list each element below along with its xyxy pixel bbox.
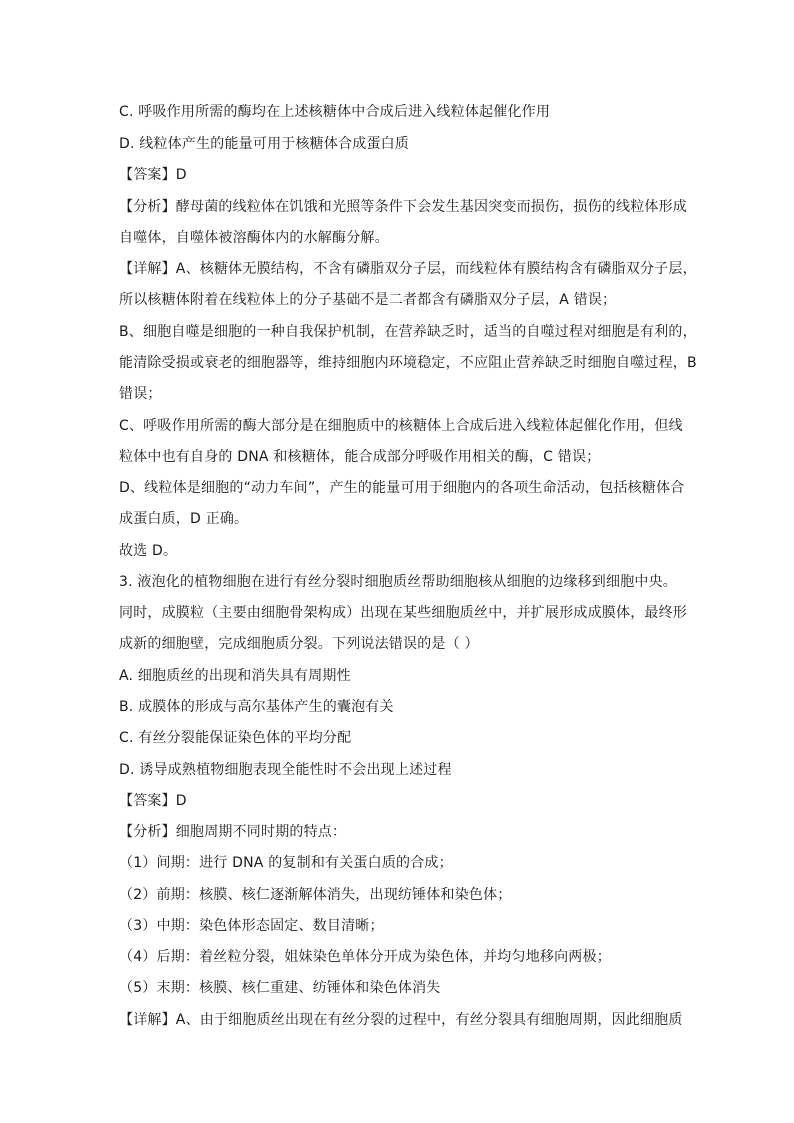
answer-line: 【答案】D xyxy=(119,793,187,809)
stage-line: （2）前期：核膜、核仁逐渐解体消失，出现纺锤体和染色体； xyxy=(119,887,512,903)
explanation-line: 能清除受损或衰老的细胞器等，维持细胞内环境稳定，不应阻止营养缺乏时细胞自噬过程，B xyxy=(119,355,697,371)
explanation-line: 【详解】A、由于细胞质丝出现在有丝分裂的过程中，有丝分裂具有细胞周期，因此细胞质 xyxy=(119,1012,683,1028)
explanation-line: 所以核糖体附着在线粒体上的分子基础不是二者都含有磷脂双分子层，A 错误； xyxy=(119,292,617,308)
stage-line: （3）中期：染色体形态固定、数目清晰； xyxy=(119,918,384,934)
question-line: 成新的细胞壁，完成细胞质分裂。下列说法错误的是（ ） xyxy=(119,636,479,652)
option-c-line: C. 呼吸作用所需的酶均在上述核糖体中合成后进入线粒体起催化作用 xyxy=(119,104,551,120)
option-a-line: A. 细胞质丝的出现和消失具有周期性 xyxy=(119,668,351,684)
option-c-line: C. 有丝分裂能保证染色体的平均分配 xyxy=(119,730,352,746)
explanation-line: C、呼吸作用所需的酶大部分是在细胞质中的核糖体上合成后进入线粒体起催化作用，但线 xyxy=(119,418,683,434)
explanation-line: 错误； xyxy=(119,386,162,402)
explanation-line: 粒体中也有自身的 DNA 和核糖体，能合成部分呼吸作用相关的酶，C 错误； xyxy=(119,449,601,465)
option-d-line: D. 诱导成熟植物细胞表现全能性时不会出现上述过程 xyxy=(119,762,452,778)
answer-line: 【答案】D xyxy=(119,167,187,183)
analysis-line: 【分析】酵母菌的线粒体在饥饿和光照等条件下会发生基因突变而损伤，损伤的线粒体形成 xyxy=(119,199,687,215)
explanation-line: 成蛋白质，D 正确。 xyxy=(119,511,249,527)
explanation-line: B、细胞自噬是细胞的一种自我保护机制，在营养缺乏时，适当的自噬过程对细胞是有利的， xyxy=(119,324,697,340)
analysis-line: 自噬体，自噬体被溶酶体内的水解酶分解。 xyxy=(119,230,389,246)
question-line: 同时，成膜粒（主要由细胞骨架构成）出现在某些细胞质丝中，并扩展形成成膜体，最终形 xyxy=(119,605,687,621)
choice-line: 故选 D。 xyxy=(119,543,178,559)
stage-line: （4）后期：着丝粒分裂，姐妹染色单体分开成为染色体，并均匀地移向两极； xyxy=(119,949,611,965)
option-d-line: D. 线粒体产生的能量可用于核糖体合成蛋白质 xyxy=(119,136,410,152)
stage-line: （1）间期：进行 DNA 的复制和有关蛋白质的合成； xyxy=(119,855,453,871)
stage-line: （5）末期：核膜、核仁重建、纺锤体和染色体消失 xyxy=(119,980,441,996)
explanation-line: D、线粒体是细胞的“动力车间”，产生的能量可用于细胞内的各项生命活动，包括核糖体合 xyxy=(119,480,685,496)
analysis-line: 【分析】细胞周期不同时期的特点： xyxy=(119,824,347,840)
option-b-line: B. 成膜体的形成与高尔基体产生的囊泡有关 xyxy=(119,699,394,715)
question-line: 3. 液泡化的植物细胞在进行有丝分裂时细胞质丝帮助细胞核从细胞的边缘移到细胞中央。 xyxy=(119,574,678,590)
explanation-line: 【详解】A、核糖体无膜结构，不含有磷脂双分子层，而线粒体有膜结构含有磷脂双分子层， xyxy=(119,261,697,277)
